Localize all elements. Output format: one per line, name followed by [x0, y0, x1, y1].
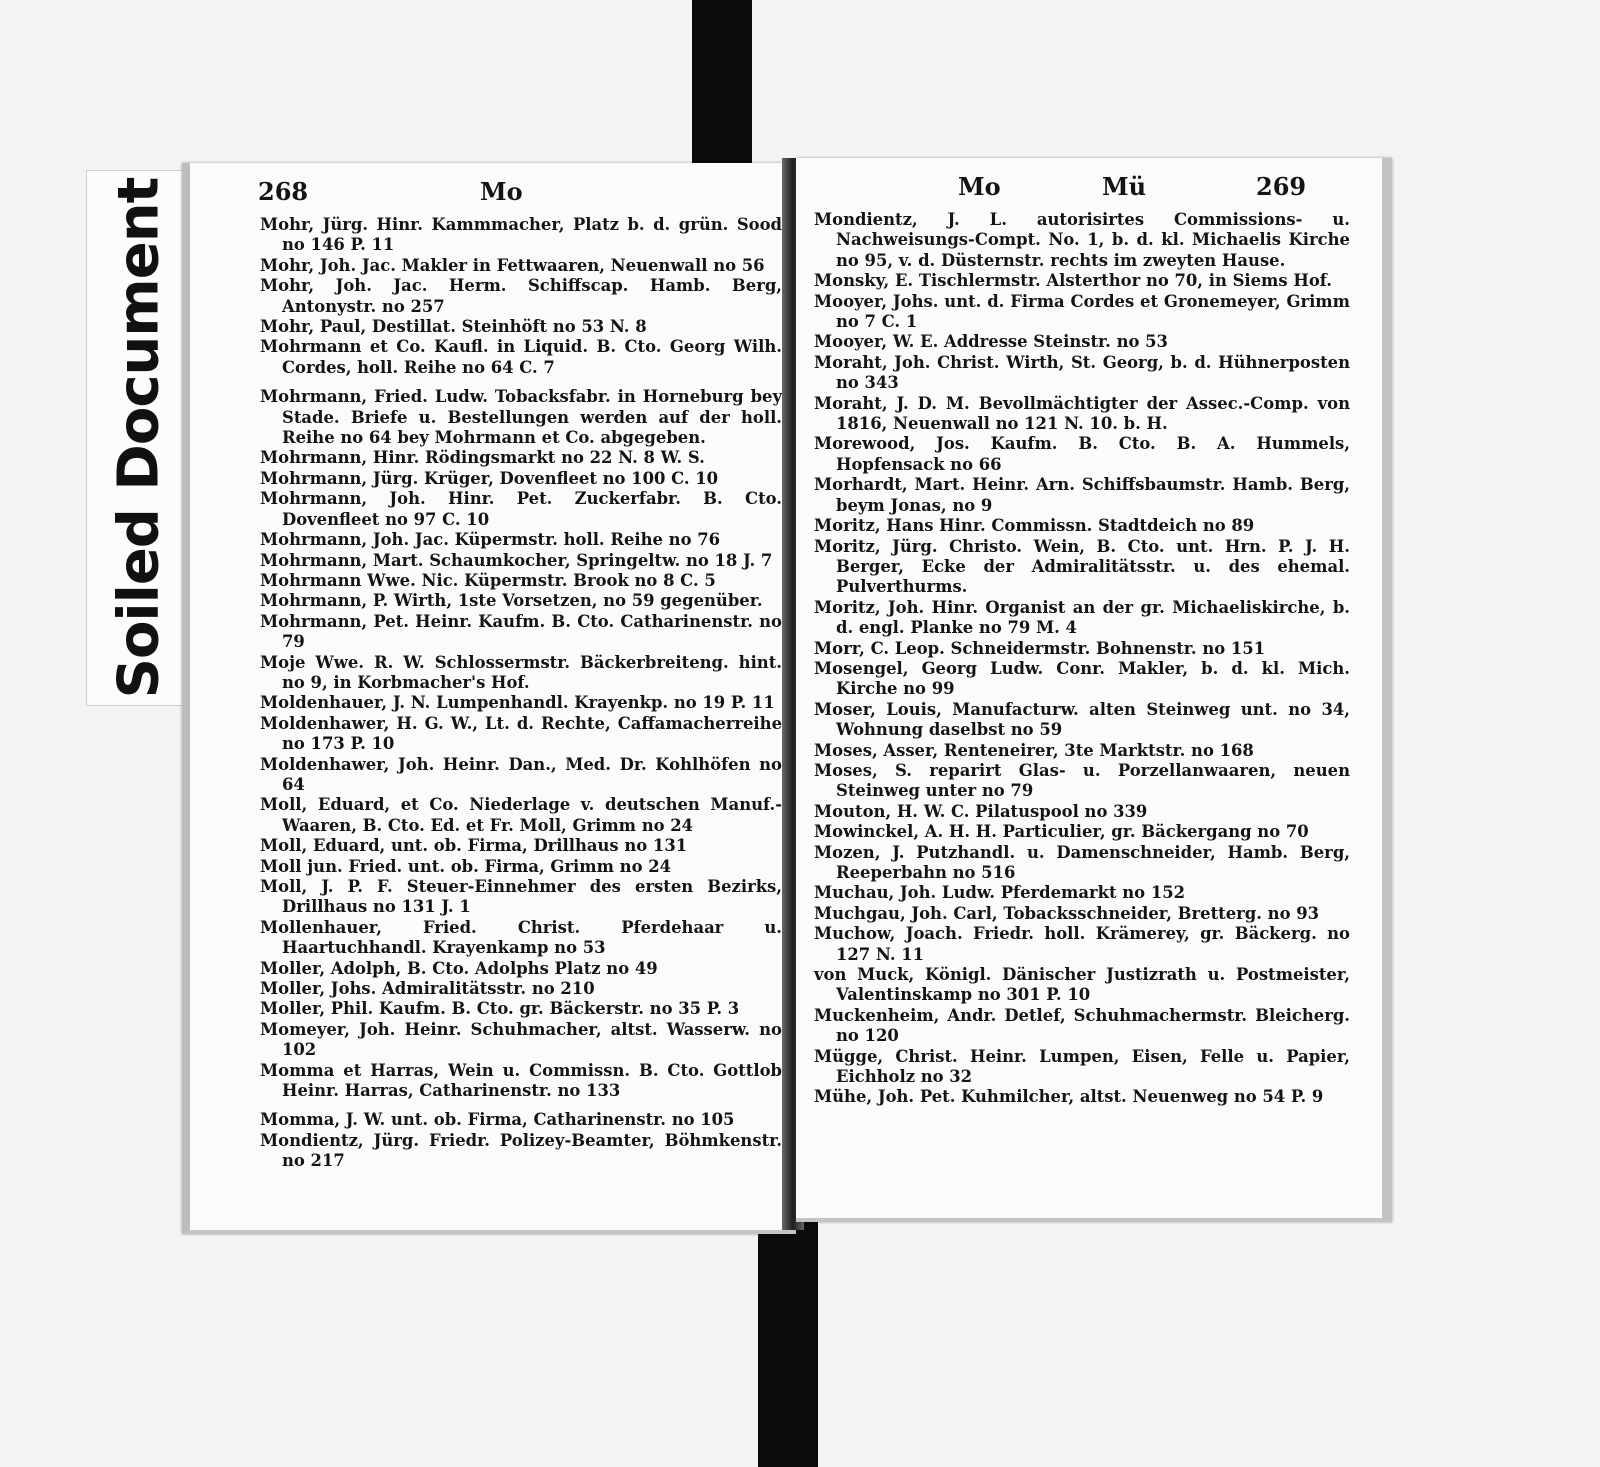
directory-entry: Mohrmann, Jürg. Krüger, Dovenfleet no 100 C. 10: [260, 468, 719, 488]
directory-entry: Momeyer, Joh. Heinr. Schuhmacher, altst. Wasserw. no 102: [260, 1019, 782, 1060]
directory-entry: Mohrmann, Joh. Jac. Küpermstr. holl. Reihe no 76: [260, 530, 721, 550]
left-page-header: [190, 177, 796, 217]
binding-strap-bottom: [758, 1195, 818, 1467]
binding-strap-top: [692, 0, 752, 168]
directory-entry: von Muck, Königl. Dänischer Justizrath u. Postmeister, Valentinskamp no 301 P. 10: [814, 965, 1350, 1005]
directory-entry: Mooyer, W. E. Addresse Steinstr. no 53: [814, 332, 1168, 352]
directory-entry: Moldenhawer, Joh. Heinr. Dan., Med. Dr. Kohlhöfen no 64: [260, 754, 782, 794]
directory-entry: Mohr, Joh. Jac. Makler in Fettwaaren, Neuenwall no 56: [260, 255, 765, 275]
directory-entry: Mohr, Joh. Jac. Herm. Schiffscap. Hamb. Berg, Antonystr. no 257: [260, 276, 782, 316]
directory-entry: Moritz, Joh. Hinr. Organist an der gr. Michaeliskirche, b. d. engl. Planke no 79 M. 4: [814, 597, 1350, 638]
directory-entry: Muchau, Joh. Ludw. Pferdemarkt no 152: [814, 883, 1186, 903]
directory-entry: Moritz, Jürg. Christo. Wein, B. Cto. unt. Hrn. P. J. H. Berger, Ecke der Admiralitätsstr. u. des ehemal. Pulverthurms.: [814, 536, 1350, 597]
left-page-heading: Mo: [480, 177, 523, 206]
directory-entry: Moses, Asser, Renteneirer, 3te Marktstr. no 168: [814, 740, 1254, 760]
directory-entry: Mühe, Joh. Pet. Kuhmilcher, altst. Neuenweg no 54 P. 9: [814, 1087, 1324, 1107]
directory-entry: Mohrmann, Pet. Heinr. Kaufm. B. Cto. Catharinenstr. no 79: [260, 611, 782, 652]
right-page: [796, 158, 1392, 1222]
directory-entry: Mondientz, Jürg. Friedr. Polizey-Beamter, Böhmkenstr. no 217: [260, 1130, 782, 1171]
directory-entry: Moll, Eduard, unt. ob. Firma, Drillhaus no 131: [260, 836, 688, 856]
directory-entry: Moraht, Joh. Christ. Wirth, St. Georg, b. d. Hühnerposten no 343: [814, 352, 1350, 393]
directory-entry: Moraht, J. D. M. Bevollmächtigter der Assec.-Comp. von 1816, Neuenwall no 121 N. 10. b. H.: [814, 393, 1350, 434]
directory-entry: Mozen, J. Putzhandl. u. Damenschneider, Hamb. Berg, Reeperbahn no 516: [814, 842, 1350, 882]
directory-entry: Mohr, Jürg. Hinr. Kammmacher, Platz b. d. grün. Sood no 146 P. 11: [260, 215, 782, 255]
right-page-heading-2: Mü: [1102, 172, 1147, 201]
directory-entry: Mohr, Paul, Destillat. Steinhöft no 53 N. 8: [260, 317, 647, 337]
left-entries: [260, 215, 782, 1172]
directory-entry: Momma, J. W. unt. ob. Firma, Catharinenstr. no 105: [260, 1110, 735, 1130]
directory-entry: Mooyer, Johs. unt. d. Firma Cordes et Gronemeyer, Grimm no 7 C. 1: [814, 291, 1350, 332]
right-entries: [814, 210, 1350, 1108]
directory-entry: Moje Wwe. R. W. Schlossermstr. Bäckerbreiteng. hint. no 9, in Korbmacher's Hof.: [260, 652, 782, 692]
directory-entry: Moser, Louis, Manufacturw. alten Steinweg unt. no 34, Wohnung daselbst no 59: [814, 699, 1350, 740]
left-page: [182, 163, 796, 1234]
directory-entry: Mollenhauer, Fried. Christ. Pferdehaar u. Haartuchhandl. Krayenkamp no 53: [260, 917, 782, 958]
right-page-header: [796, 172, 1382, 212]
directory-entry: Momma et Harras, Wein u. Commissn. B. Cto. Gottlob Heinr. Harras, Catharinenstr. no 133: [260, 1060, 782, 1101]
label-text: Soiled Document: [106, 177, 172, 699]
directory-entry: Mondientz, J. L. autorisirtes Commissions- u. Nachweisungs-Compt. No. 1, b. d. kl. Michaelis Kirche no 95, v. d. Düsternstr. rechts im zweyten Hause.: [814, 210, 1350, 270]
directory-entry: Mügge, Christ. Heinr. Lumpen, Eisen, Felle u. Papier, Eichholz no 32: [814, 1046, 1350, 1087]
directory-entry: Moller, Johs. Admiralitätsstr. no 210: [260, 979, 595, 999]
directory-entry: Mohrmann, P. Wirth, 1ste Vorsetzen, no 59 gegenüber.: [260, 591, 763, 611]
directory-entry: Muchgau, Joh. Carl, Tobacksschneider, Bretterg. no 93: [814, 903, 1320, 923]
directory-entry: Morr, C. Leop. Schneidermstr. Bohnenstr. no 151: [814, 638, 1266, 658]
directory-entry: Mohrmann, Mart. Schaumkocher, Springeltw. no 18 J. 7: [260, 550, 773, 570]
directory-entry: Muchow, Joach. Friedr. holl. Krämerey, gr. Bäckerg. no 127 N. 11: [814, 924, 1350, 964]
directory-entry: Mohrmann Wwe. Nic. Küpermstr. Brook no 8 C. 5: [260, 570, 716, 590]
directory-entry: Mosengel, Georg Ludw. Conr. Makler, b. d. kl. Mich. Kirche no 99: [814, 658, 1350, 699]
directory-entry: Mouton, H. W. C. Pilatuspool no 339: [814, 801, 1148, 821]
directory-entry: Moses, S. reparirt Glas- u. Porzellanwaaren, neuen Steinweg unter no 79: [814, 760, 1350, 801]
directory-entry: Mohrmann, Hinr. Rödingsmarkt no 22 N. 8 W. S.: [260, 448, 705, 468]
directory-entry: Mohrmann, Joh. Hinr. Pet. Zuckerfabr. B. Cto. Dovenfleet no 97 C. 10: [260, 489, 782, 529]
soiled-document-label: [86, 170, 192, 706]
directory-entry: Monsky, E. Tischlermstr. Alsterthor no 70, in Siems Hof.: [814, 271, 1332, 291]
right-page-heading: Mo: [958, 172, 1001, 201]
directory-entry: Moldenhawer, H. G. W., Lt. d. Rechte, Caffamacherreihe no 173 P. 10: [260, 713, 782, 754]
directory-entry: Moller, Adolph, B. Cto. Adolphs Platz no 49: [260, 958, 658, 978]
directory-entry: Morewood, Jos. Kaufm. B. Cto. B. A. Hummels, Hopfensack no 66: [814, 434, 1350, 474]
directory-entry: Morhardt, Mart. Heinr. Arn. Schiffsbaumstr. Hamb. Berg, beym Jonas, no 9: [814, 475, 1350, 515]
directory-entry: Moll jun. Fried. unt. ob. Firma, Grimm no 24: [260, 856, 672, 876]
directory-entry: Moritz, Hans Hinr. Commissn. Stadtdeich no 89: [814, 516, 1255, 536]
directory-entry: Mohrmann et Co. Kaufl. in Liquid. B. Cto. Georg Wilh. Cordes, holl. Reihe no 64 C. 7: [260, 337, 782, 377]
directory-entry: Mowinckel, A. H. H. Particulier, gr. Bäckergang no 70: [814, 822, 1309, 842]
left-page-number: 268: [258, 177, 309, 206]
directory-entry: Moldenhauer, J. N. Lumpenhandl. Krayenkp. no 19 P. 11: [260, 693, 775, 713]
directory-entry: Moller, Phil. Kaufm. B. Cto. gr. Bäckerstr. no 35 P. 3: [260, 999, 740, 1019]
right-page-number: 269: [1256, 172, 1307, 201]
directory-entry: Mohrmann, Fried. Ludw. Tobacksfabr. in Horneburg bey Stade. Briefe u. Bestellungen werden auf der holl. Reihe no 64 bey Mohrmann et Co. abgegeben.: [260, 387, 782, 448]
directory-entry: Moll, Eduard, et Co. Niederlage v. deutschen Manuf.-Waaren, B. Cto. Ed. et Fr. Moll, Grimm no 24: [260, 795, 782, 835]
directory-entry: Muckenheim, Andr. Detlef, Schuhmachermstr. Bleicherg. no 120: [814, 1005, 1350, 1046]
directory-entry: Moll, J. P. F. Steuer-Einnehmer des ersten Bezirks, Drillhaus no 131 J. 1: [260, 877, 782, 917]
